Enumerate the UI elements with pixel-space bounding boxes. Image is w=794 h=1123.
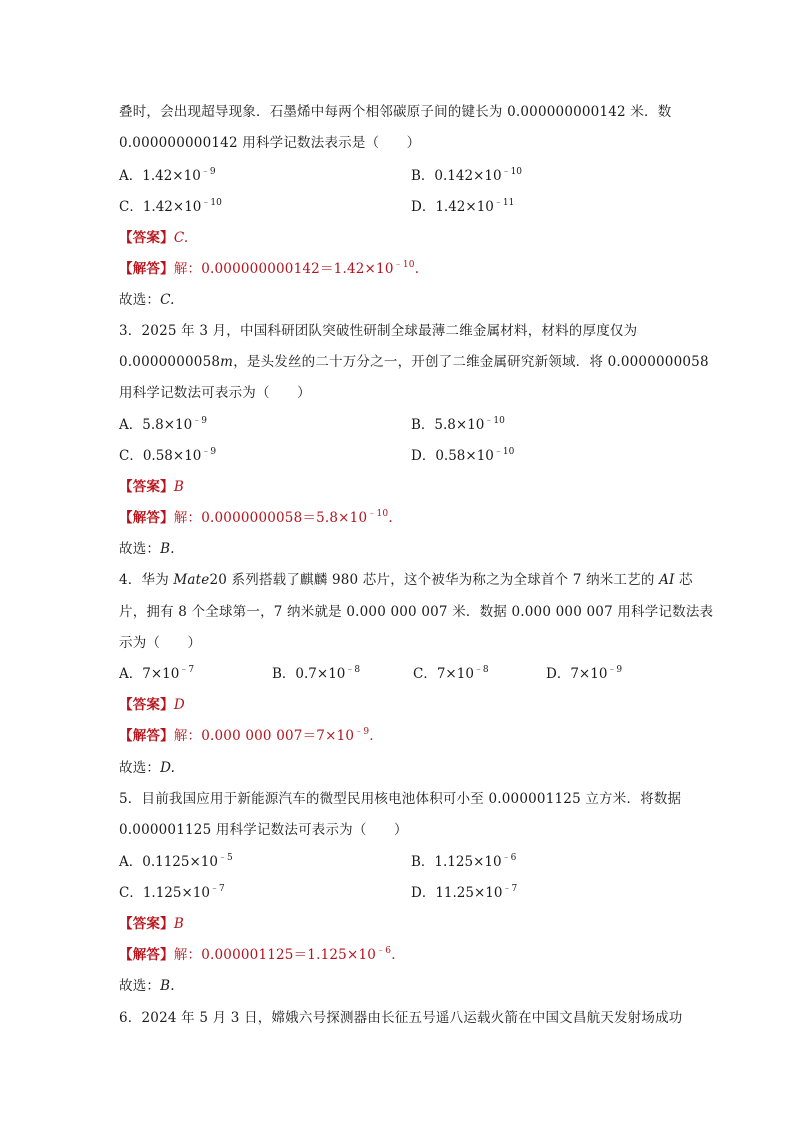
q2-option-d: D．$1.42\times 10^{﹣11}$ (411, 197, 515, 215)
q4-answer: 【答案】D (119, 697, 185, 713)
q5-choice: 故选：B. (119, 978, 175, 994)
q3-option-d: D．$0.58\times 10^{﹣10}$ (411, 446, 515, 464)
q4-stem-line-2: 片，拥有 8 个全球第一，7 纳米就是 0.000 000 007 米．数据 0.000 000 007 用科学记数法表 (119, 604, 714, 620)
q4-option-c: C．$7\times 10^{﹣8}$ (413, 664, 489, 682)
q3-stem-line-2: 0.0000000058m，是头发丝的二十万分之一，开创了二维金属研究新领域．将 0.0000000058 (119, 354, 709, 370)
q4-stem-line-1: 4．华为 Mate20 系列搭载了麒麟 980 芯片，这个被华为称之为全球首个 7 纳米工艺的 AI 芯 (119, 572, 693, 588)
q3-answer: 【答案】B (119, 479, 184, 495)
q5-solution: 【解答】解：$0.000001125=1.125\times 10^{﹣6}$. (119, 945, 396, 963)
q2-answer: 【答案】C. (119, 230, 189, 246)
q4-option-b: B．$0.7\times 10^{﹣8}$ (272, 664, 361, 682)
q4-stem-line-3: 示为（ ） (119, 635, 202, 651)
q2-solution: 【解答】解：$0.000000000142=1.42\times 10^{﹣10}$. (119, 259, 420, 277)
q4-option-d: D．$7\times 10^{﹣9}$ (546, 664, 623, 682)
q5-option-a: A．$0.1125\times 10^{﹣5}$ (119, 852, 233, 870)
q4-option-a: A．$7\times 10^{﹣7}$ (119, 664, 195, 682)
q2-stem-line-1: 叠时，会出现超导现象．石墨烯中每两个相邻碳原子间的键长为 0.000000000142 米．数 (119, 104, 672, 120)
q3-option-b: B．$5.8\times 10^{﹣10}$ (411, 415, 505, 433)
q5-option-d: D．$11.25\times 10^{﹣7}$ (411, 883, 518, 901)
q2-choice: 故选：C. (119, 292, 175, 308)
q5-option-c: C．$1.125\times 10^{﹣7}$ (119, 883, 225, 901)
q3-option-c: C．$0.58\times 10^{﹣9}$ (119, 446, 217, 464)
q4-choice: 故选：D. (119, 760, 176, 776)
q5-stem-line-1: 5．目前我国应用于新能源汽车的微型民用核电池体积可小至 0.000001125 立方米．将数据 (119, 791, 682, 807)
q2-option-c: C．$1.42\times 10^{﹣10}$ (119, 197, 222, 215)
q3-solution: 【解答】解：$0.0000000058=5.8\times 10^{﹣10}$. (119, 508, 393, 526)
q2-option-b: B．$0.142\times 10^{﹣10}$ (411, 166, 523, 184)
q3-stem-line-1: 3．2025 年 3 月，中国科研团队突破性研制全球最薄二维金属材料，材料的厚度仅为 (119, 323, 638, 339)
q5-option-b: B．$1.125\times 10^{﹣6}$ (411, 852, 517, 870)
q2-option-a: A．$1.42\times 10^{﹣9}$ (119, 166, 216, 184)
q3-option-a: A．$5.8\times 10^{﹣9}$ (119, 415, 207, 433)
q4-solution: 【解答】解：0.000 000 $007=7\times 10^{﹣9}$． (119, 726, 384, 744)
q5-answer: 【答案】B (119, 916, 184, 932)
q6-stem-line-1: 6．2024 年 5 月 3 日，嫦娥六号探测器由长征五号遥八运载火箭在中国文昌航天发射场成功 (119, 1010, 683, 1026)
q3-choice: 故选：B. (119, 541, 175, 557)
q2-stem-line-2: 0.000000000142 用科学记数法表示是（ ） (119, 135, 421, 151)
q5-stem-line-2: 0.000001125 用科学记数法可表示为（ ） (119, 822, 408, 838)
q3-stem-line-3: 用科学记数法可表示为（ ） (119, 385, 311, 401)
